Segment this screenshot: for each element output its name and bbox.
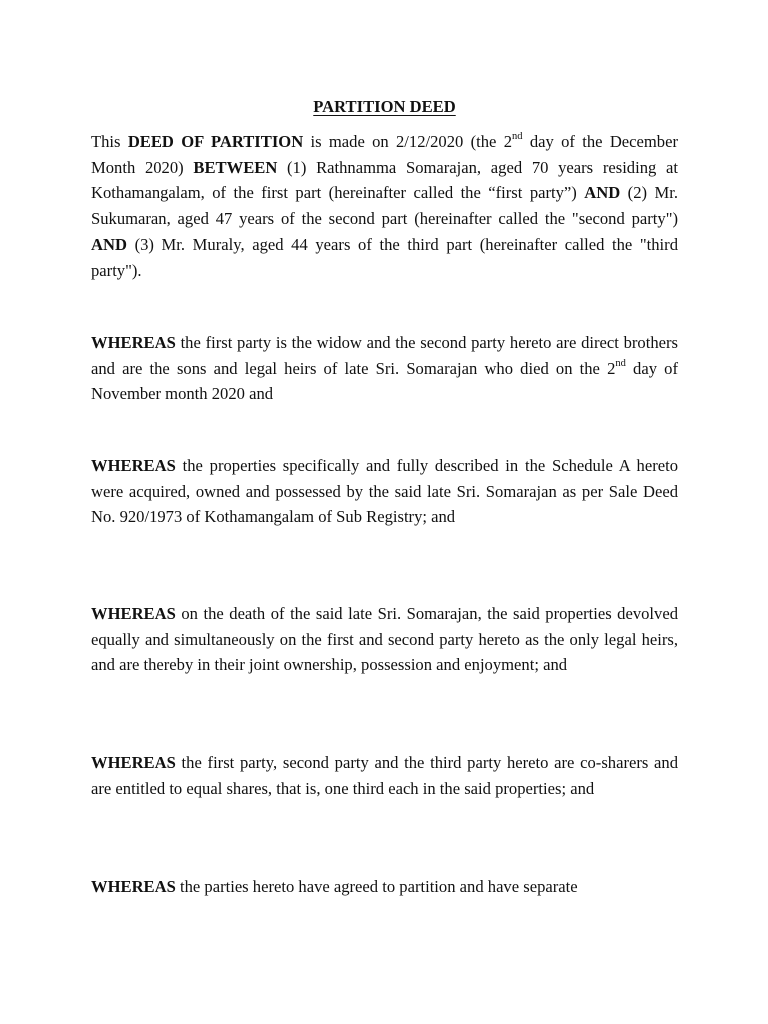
paragraph-whereas-properties (91, 453, 678, 530)
bold-term: AND (584, 183, 621, 203)
paragraph-preamble (91, 129, 678, 283)
bold-term: WHEREAS (91, 877, 176, 896)
text-run: the parties hereto have agreed to partition and have separate (175, 877, 578, 896)
bold-term: DEED OF PARTITION (127, 132, 304, 151)
bold-term: WHEREAS (91, 333, 176, 352)
bold-term: AND (91, 234, 127, 254)
ordinal-suffix: nd (615, 358, 626, 370)
text-run: (1) Rathnamma Somarajan, aged 70 years residing at Kothamangalam, of the first part (hereinafter called the “first party”) (91, 157, 678, 203)
text-run: the first party is the widow and the second party hereto are direct brothers and are the sons and legal heirs of late Sri. Somarajan who died on the 2 (91, 333, 678, 378)
text-run: This (91, 132, 128, 151)
text-run: day of the December Month 2020) (91, 132, 678, 177)
document-title: PARTITION DEED (313, 97, 456, 116)
text-run: the first party, second party and the third party hereto are co-sharers and are entitled to equal shares, that is, one third each in the said properties; and (91, 753, 678, 798)
text-run: day of November month 2020 and (91, 358, 678, 404)
text-run: is made on 2/12/2020 (the 2 (303, 132, 513, 151)
text-run: (2) Mr. Sukumaran, aged 47 years of the second part (hereinafter called the "second party") (91, 183, 678, 229)
text-run: (3) Mr. Muraly, aged 44 years of the third part (hereinafter called the "third party"). (91, 234, 678, 280)
paragraph-whereas-devolution (91, 601, 678, 678)
text-run: the properties specifically and fully described in the Schedule A hereto were acquired, owned and possessed by the said late Sri. Somarajan as per Sale Deed No. 920/1973 of Kothamangalam of Sub Registry; and (91, 456, 678, 527)
ordinal-suffix: nd (512, 131, 523, 143)
text-run: on the death of the said late Sri. Somarajan, the said properties devolved equally and simultaneously on the first and second party hereto as the only legal heirs, and are thereby in their joint ownership, possession and enjoyment; and (91, 604, 678, 675)
bold-term: WHEREAS (91, 604, 176, 623)
paragraph-whereas-heirs (91, 330, 678, 407)
paragraph-whereas-co-sharers (91, 750, 678, 801)
paragraph-whereas-agreement (91, 874, 678, 900)
bold-term: WHEREAS (91, 456, 176, 475)
bold-term: BETWEEN (193, 157, 278, 177)
document-page (91, 0, 678, 1024)
bold-term: WHEREAS (91, 753, 176, 772)
